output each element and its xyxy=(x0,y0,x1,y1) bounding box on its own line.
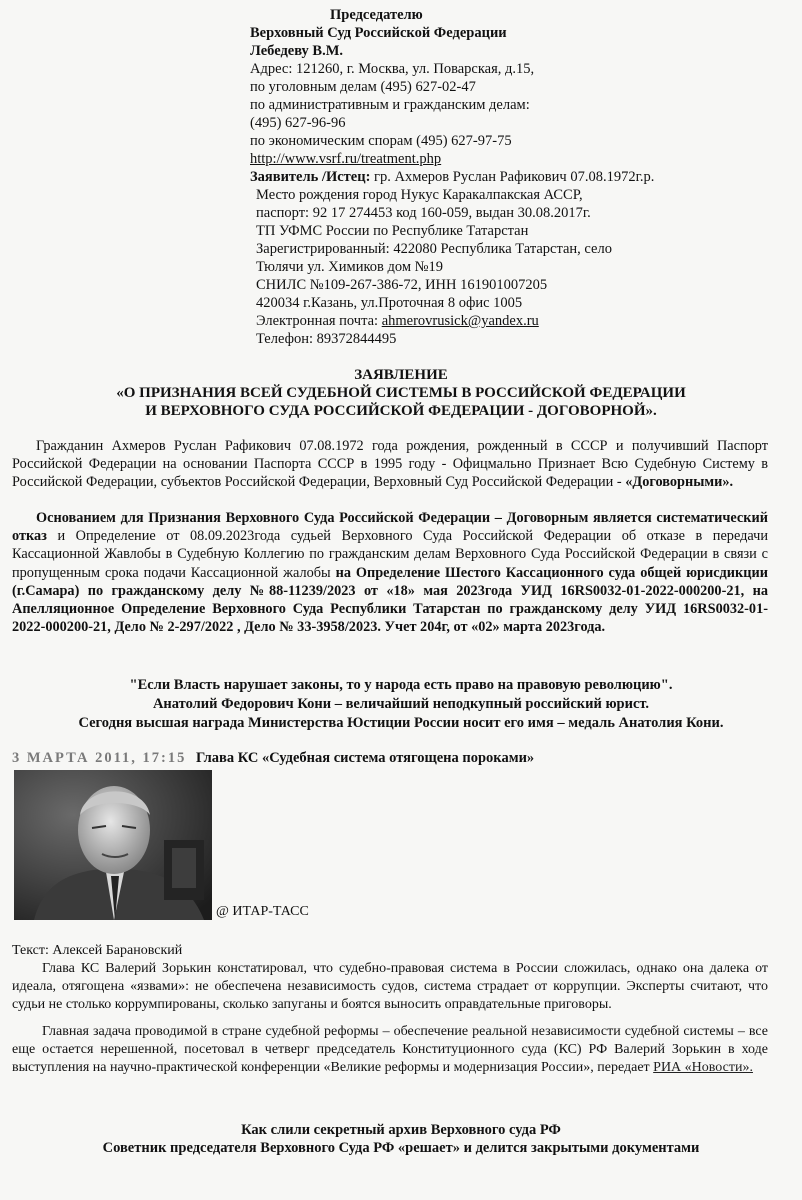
quote-line1: "Если Власть нарушает законы, то у народа есть право на правовую революцию". xyxy=(129,677,673,693)
applicant-passport: паспорт: 92 17 274453 код 160-059, выдан 30.08.2017г. xyxy=(256,205,591,221)
portrait-photo-icon xyxy=(14,770,212,920)
applicant-email[interactable]: ahmerovrusick@yandex.ru xyxy=(381,313,539,329)
paragraph-1-text: Гражданин Ахмеров Руслан Рафикович 07.08.1972 года рождения, рожденный в СССР и получивший Паспорт Российской Федерации на основании Паспорта СССР в 1995 году - Офицмально Признает Всю Судебную Систему в Российской Федерации, субъектов Российской Федерации, Верховный Суд Российской Федерации - xyxy=(12,438,768,491)
footer-line1: Как слили секретный архив Верховного суда РФ xyxy=(241,1122,561,1138)
news-date: 3 МАРТА 2011, 17:15 xyxy=(12,750,187,766)
applicant-issuer: ТП УФМС России по Республике Татарстан xyxy=(256,223,529,239)
applicant-office: 420034 г.Казань, ул.Проточная 8 офис 1005 xyxy=(256,295,523,311)
addressee-court: Верховный Суд Российской Федерации xyxy=(250,25,507,41)
court-url[interactable]: http://www.vsrf.ru/treatment.php xyxy=(250,151,442,167)
news-headline: Глава КС «Судебная система отягощена пороками» xyxy=(196,750,535,766)
news-paragraph-1: Глава КС Валерий Зорькин констатировал, что судебно-правовая система в России сложилась, однако она далека от идеала, отягощена «язвами»: не обеспечена независимость судов, система страдает от коррупции. Эксперты считают, что судьи не столько коррумпированы, сколько запуганы и боятся выносить оправдательные приговоры. xyxy=(12,961,768,1013)
news-paragraph-2-text: Главная задача проводимой в стране судебной реформы – обеспечение реальной независимости судебной системы – все еще остается нерешенной, посетовал в четверг председатель Конституционного суда (КС) РФ Валерий Зорькин в ходе выступления на научно-практической конференции «Великие реформы и модернизация России», передает xyxy=(12,1024,768,1076)
news-author: Текст: Алексей Барановский xyxy=(12,943,183,958)
document-title-line2: И ВЕРХОВНОГО СУДА РОССИЙСКОЙ ФЕДЕРАЦИИ - ДОГОВОРНОЙ». xyxy=(145,403,657,419)
email-label: Электронная почта: xyxy=(256,313,379,329)
document-title-line1: «О ПРИЗНАНИЯ ВСЕЙ СУДЕБНОЙ СИСТЕМЫ В РОССИЙСКОЙ ФЕДЕРАЦИИ xyxy=(116,385,686,401)
court-phone-admin: (495) 627-96-96 xyxy=(250,115,346,131)
news-photo xyxy=(14,770,212,920)
applicant-snils: СНИЛС №109-267-386-72, ИНН 161901007205 xyxy=(256,277,548,293)
paragraph-2-middle: и Определение от 08.09.2023года судьей Верховного Суда Российской Федерации об отказе в передачи Кассационной Жавлобы в Судебную Коллегию по гражданским делам Верховного Суда Российской Федерации в связи с пропущенным срока подачи Кассационной жалобы xyxy=(12,528,768,581)
applicant-label: Заявитель /Истец: xyxy=(250,169,371,185)
footer-line2: Советник председателя Верховного Суда РФ «решает» и делится закрытыми документами xyxy=(102,1140,700,1156)
document-heading: ЗАЯВЛЕНИЕ xyxy=(354,367,448,383)
applicant-registered: Зарегистрированный: 422080 Республика Татарстан, село xyxy=(256,241,612,257)
addressee-name: Лебедеву В.М. xyxy=(250,43,344,59)
ria-novosti-link[interactable]: РИА «Новости». xyxy=(653,1060,753,1076)
quote-line3: Сегодня высшая награда Министерства Юстиции России носит его имя – медаль Анатолия Кони. xyxy=(78,715,724,731)
court-phone-admin-label: по административным и гражданским делам: xyxy=(250,97,530,113)
news-header xyxy=(12,750,534,767)
addressee-line1: Председателю xyxy=(330,7,423,23)
court-address: Адрес: 121260, г. Москва, ул. Поварская, д.15, xyxy=(250,61,535,77)
paragraph-2-bold-end: на Определение Шестого Кассационного суда общей юрисдикции (г.Самара) по гражданскому делу №88-11239/2023 от «18» мая 2023года УИД 16RS0032-01-2022-000200-21, на Апелляционное Определение Верховного Суда Республики Татарстан по гражданскому делу УИД 16RS0032-01-2022-000200-21, Дело № 2-297/2022 , Дело № 33-3958/2023. Учет 204г, от «02» марта 2023года. xyxy=(12,564,768,636)
applicant-birthplace: Место рождения город Нукус Каракалпакская АССР, xyxy=(256,187,583,203)
paragraph-2 xyxy=(12,509,768,636)
paragraph-2-bold-start: Основанием для Признания Верховного Суда Российской Федерации – Договорным является систематический отказ xyxy=(12,510,768,545)
court-phone-econ: по экономическим спорам (495) 627-97-75 xyxy=(250,133,512,149)
applicant-phone: Телефон: 89372844495 xyxy=(256,331,397,347)
court-phone-criminal: по уголовным делам (495) 627-02-47 xyxy=(250,79,476,95)
addressee-block xyxy=(250,6,790,348)
paragraph-1 xyxy=(12,437,768,492)
applicant-village: Тюлячи ул. Химиков дом №19 xyxy=(256,259,443,275)
quote-line2: Анатолий Федорович Кони – величайший неподкупный российский юрист. xyxy=(152,696,650,712)
applicant-name: гр. Ахмеров Руслан Рафикович 07.08.1972г.р. xyxy=(374,169,655,185)
paragraph-1-bold: «Договорными». xyxy=(625,474,734,491)
news-paragraph-2 xyxy=(12,1023,768,1078)
photo-credit: @ ИТАР-ТАСС xyxy=(216,904,309,919)
